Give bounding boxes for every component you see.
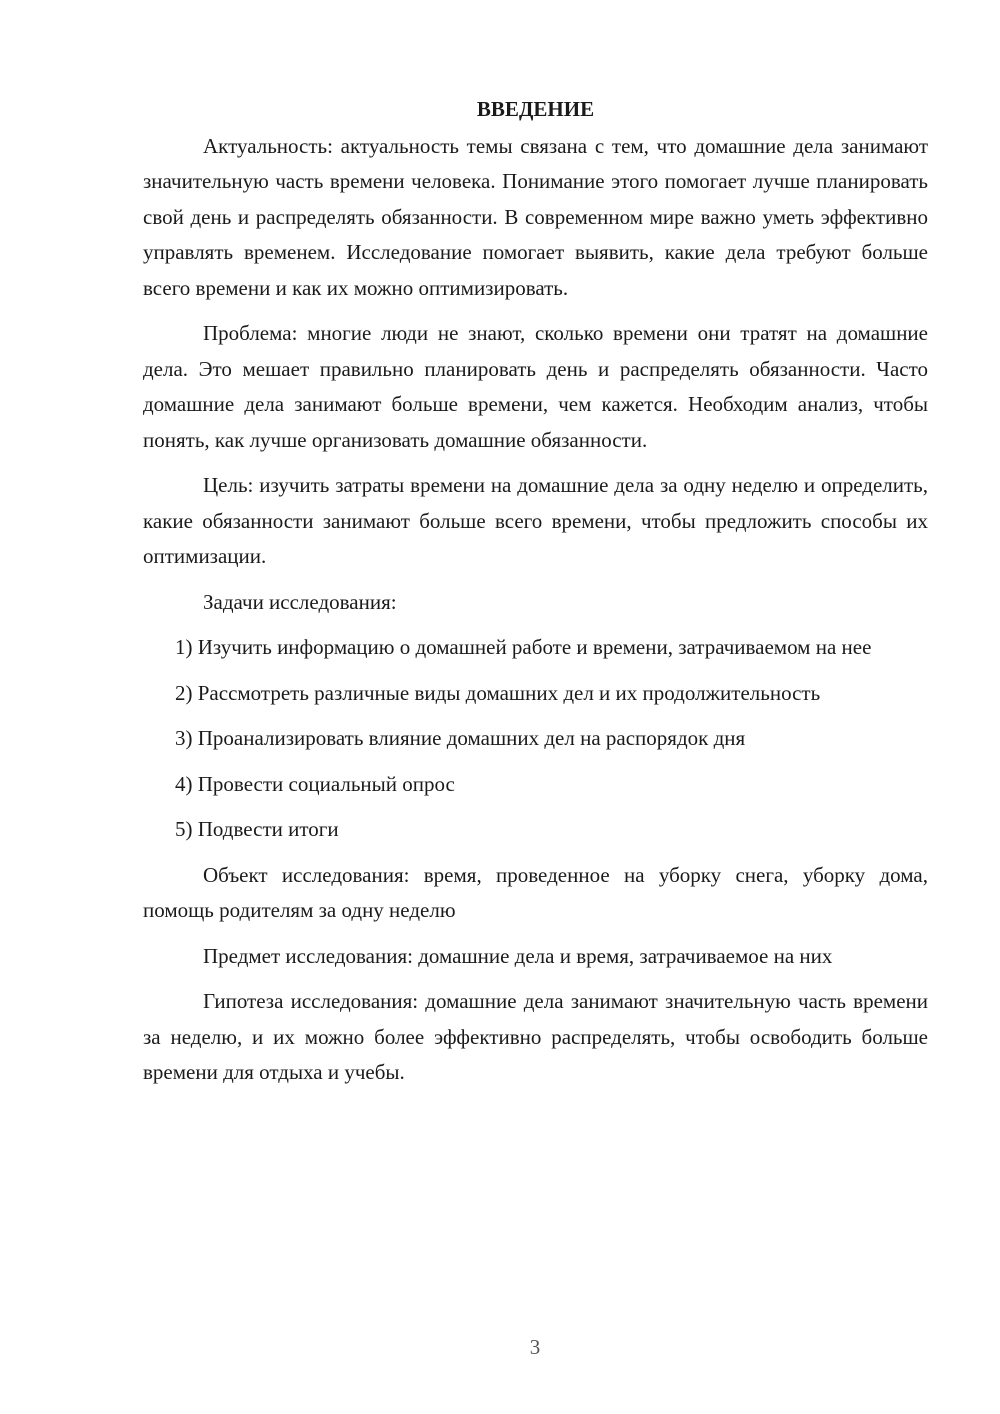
paragraph-goal: Цель: изучить затраты времени на домашние дела за одну неделю и определить, какие обязанности занимают больше всего времени, чтобы предложить способы их оптимизации. [143,473,928,568]
task-item-3: 3) Проанализировать влияние домашних дел на распорядок дня [175,726,746,750]
paragraph-object: Объект исследования: время, проведенное на уборку снега, уборку дома, помощь родителям за одну неделю [143,862,928,922]
paragraph-hypothesis: Гипотеза исследования: домашние дела занимают значительную часть времени за неделю, и их можно более эффективно распределять, чтобы освободить больше времени для отдыха и учебы. [143,989,928,1084]
page-number: 3 [529,1335,541,1359]
paragraph-subject: Предмет исследования: домашние дела и время, затрачиваемое на них [203,943,833,968]
task-item-5: 5) Подвести итоги [175,817,339,841]
page-title: ВВЕДЕНИЕ [476,97,595,121]
tasks-heading: Задачи исследования: [203,589,397,614]
paragraph-relevance: Актуальность: актуальность темы связана с тем, что домашние дела занимают значительную часть времени человека. Понимание этого помогает лучше планировать свой день и распределять обязанности. В современном мире важно уметь эффективно управлять временем. Исследование помогает выявить, какие дела требуют больше всего времени и как их можно оптимизировать. [143,133,928,300]
task-item-4: 4) Провести социальный опрос [175,771,455,796]
page-content [143,92,928,1091]
task-item-1: 1) Изучить информацию о домашней работе и времени, затрачиваемом на нее [175,635,872,659]
task-item-2: 2) Рассмотреть различные виды домашних дел и их продолжительность [175,680,821,705]
paragraph-problem: Проблема: многие люди не знают, сколько времени они тратят на домашние дела. Это мешает правильно планировать день и распределять обязанности. Часто домашние дела занимают больше времени, чем кажется. Необходим анализ, чтобы понять, как лучше организовать домашние обязанности. [143,321,928,452]
